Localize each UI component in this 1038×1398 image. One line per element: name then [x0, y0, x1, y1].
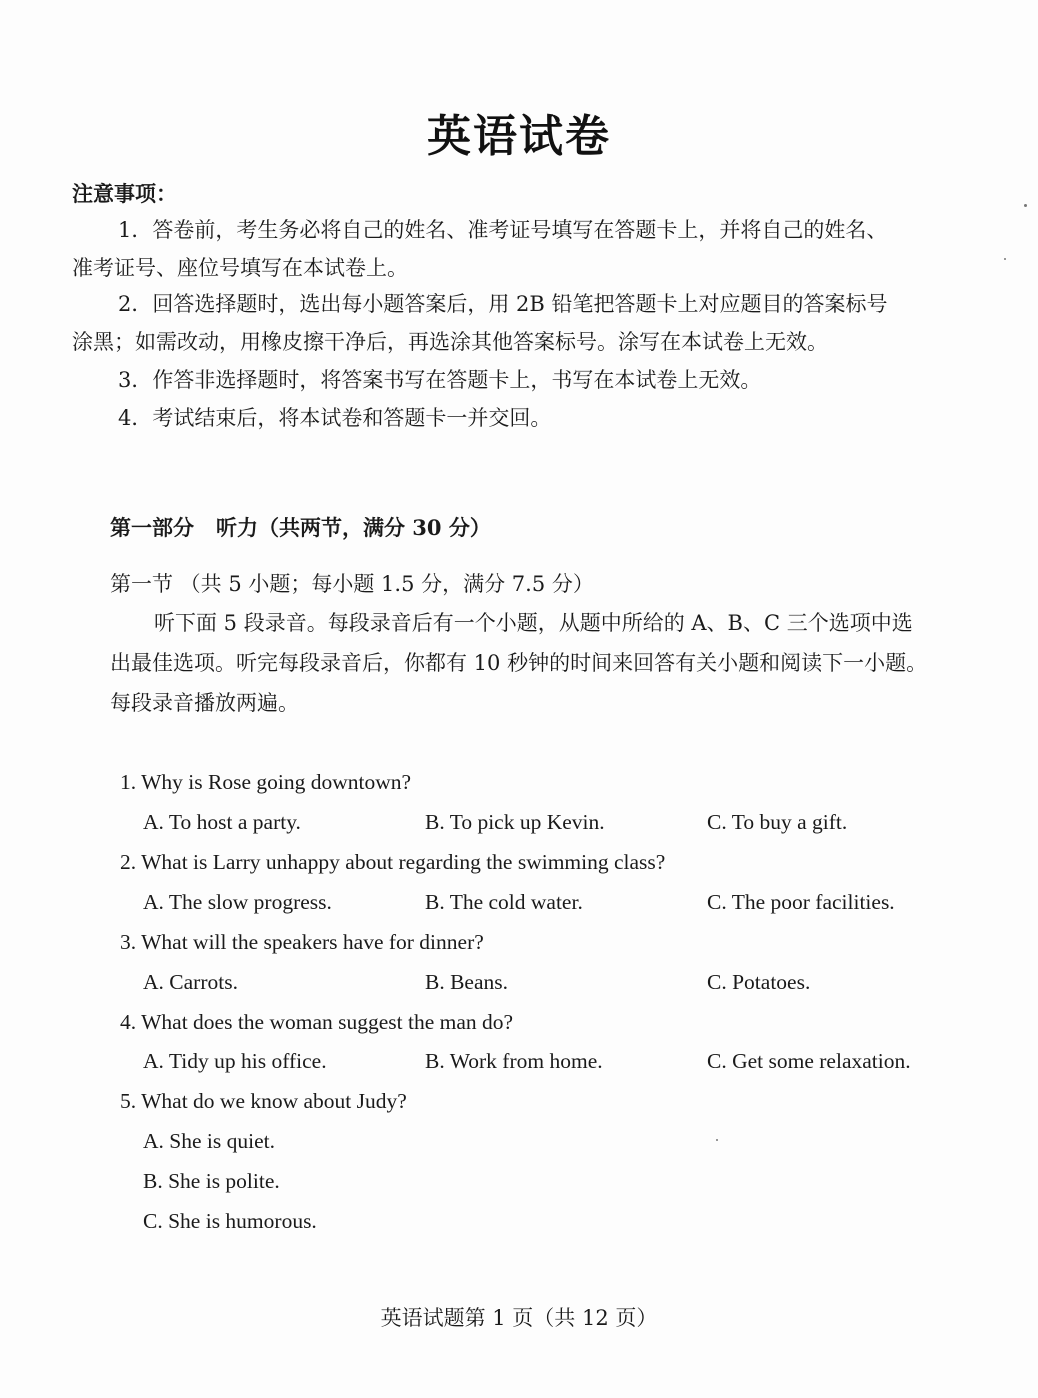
notice-item-1-line-1: 1．答卷前，考生务必将自己的姓名、准考证号填写在答题卡上，并将自己的姓名、	[118, 218, 888, 242]
page-title: 英语试卷	[427, 111, 611, 162]
question-3-stem: 3. What will the speakers have for dinner?	[120, 930, 484, 954]
question-2-option-a: A. The slow progress.	[143, 890, 332, 914]
question-4-stem: 4. What does the woman suggest the man do?	[120, 1010, 514, 1034]
notice-item-3: 3．作答非选择题时，将答案书写在答题卡上，书写在本试卷上无效。	[118, 368, 762, 392]
question-2-stem: 2. What is Larry unhappy about regarding the swimming class?	[120, 850, 666, 874]
directions-line-1: 听下面 5 段录音。每段录音后有一个小题，从题中所给的 A、B、C 三个选项中选	[154, 611, 913, 635]
question-5-option-c: C. She is humorous.	[143, 1209, 317, 1233]
question-4-option-c: C. Get some relaxation.	[707, 1049, 911, 1073]
part-heading	[110, 512, 491, 542]
question-4-option-a: A. Tidy up his office.	[143, 1049, 327, 1073]
notice-heading: 注意事项：	[72, 182, 177, 206]
question-3-option-b: B. Beans.	[425, 970, 509, 994]
part-title: 听力（共两节，满分 30 分）	[216, 515, 491, 540]
scan-speck	[1024, 204, 1027, 207]
question-2-option-b: B. The cold water.	[425, 890, 583, 914]
scan-speck	[716, 1139, 718, 1141]
notice-item-1-line-2: 准考证号、座位号填写在本试卷上。	[72, 256, 408, 280]
scan-speck	[1004, 258, 1006, 260]
question-5-stem: 5. What do we know about Judy?	[120, 1089, 407, 1113]
part-name: 第一部分	[110, 515, 194, 540]
question-3-option-a: A. Carrots.	[143, 970, 238, 994]
notice-item-4: 4．考试结束后，将本试卷和答题卡一并交回。	[118, 406, 552, 430]
question-1-option-c: C. To buy a gift.	[707, 810, 848, 834]
question-1-stem: 1. Why is Rose going downtown?	[120, 770, 412, 794]
directions-line-3: 每段录音播放两遍。	[110, 691, 299, 715]
notice-item-2-line-2: 涂黑；如需改动，用橡皮擦干净后，再选涂其他答案标号。涂写在本试卷上无效。	[72, 330, 828, 354]
question-5-option-b: B. She is polite.	[143, 1169, 280, 1193]
section-heading: 第一节 （共 5 小题；每小题 1.5 分，满分 7.5 分）	[110, 572, 594, 596]
question-5-option-a: A. She is quiet.	[143, 1129, 275, 1153]
directions-line-2: 出最佳选项。听完每段录音后，你都有 10 秒钟的时间来回答有关小题和阅读下一小题。	[110, 651, 928, 675]
question-1-option-b: B. To pick up Kevin.	[425, 810, 605, 834]
question-2-option-c: C. The poor facilities.	[707, 890, 895, 914]
notice-item-2-line-1: 2．回答选择题时，选出每小题答案后，用 2B 铅笔把答题卡上对应题目的答案标号	[118, 292, 888, 316]
section-directions	[110, 603, 990, 723]
question-3-option-c: C. Potatoes.	[707, 970, 811, 994]
question-4-option-b: B. Work from home.	[425, 1049, 603, 1073]
page-footer: 英语试题第 1 页（共 12 页）	[380, 1306, 658, 1330]
question-1-option-a: A. To host a party.	[143, 810, 301, 834]
